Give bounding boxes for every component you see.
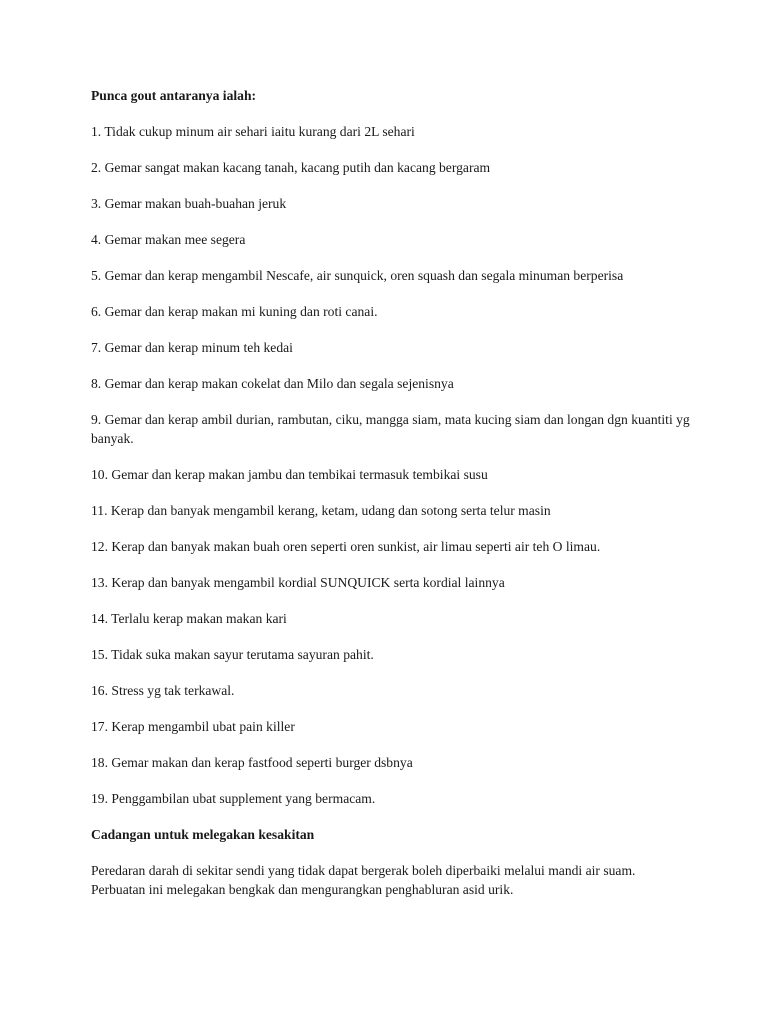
cause-item: 16. Stress yg tak terkawal.: [91, 683, 235, 698]
cause-item: 2. Gemar sangat makan kacang tanah, kacang putih dan kacang bergaram: [91, 160, 491, 175]
cause-item: 14. Terlalu kerap makan makan kari: [91, 611, 287, 626]
cause-item: 4. Gemar makan mee segera: [91, 232, 246, 247]
cause-item: 8. Gemar dan kerap makan cokelat dan Milo dan segala sejenisnya: [91, 376, 454, 391]
cause-item: 3. Gemar makan buah-buahan jeruk: [91, 196, 287, 211]
section-heading-causes: Punca gout antaranya ialah:: [91, 88, 257, 103]
causes-list: [91, 122, 691, 808]
document-body: [91, 86, 691, 899]
cause-item: 19. Penggambilan ubat supplement yang bermacam.: [91, 791, 376, 806]
section-heading-relief: Cadangan untuk melegakan kesakitan: [91, 827, 315, 842]
cause-item: 11. Kerap dan banyak mengambil kerang, ketam, udang dan sotong serta telur masin: [91, 503, 551, 518]
cause-item: 15. Tidak suka makan sayur terutama sayuran pahit.: [91, 647, 374, 662]
cause-item: 5. Gemar dan kerap mengambil Nescafe, air sunquick, oren squash dan segala minuman berperisa: [91, 268, 624, 283]
cause-item: 6. Gemar dan kerap makan mi kuning dan roti canai.: [91, 304, 378, 319]
cause-item: 7. Gemar dan kerap minum teh kedai: [91, 340, 293, 355]
cause-item: 17. Kerap mengambil ubat pain killer: [91, 719, 295, 734]
cause-item: 1. Tidak cukup minum air sehari iaitu kurang dari 2L sehari: [91, 124, 415, 139]
cause-item: 12. Kerap dan banyak makan buah oren seperti oren sunkist, air limau seperti air teh O limau.: [91, 539, 601, 554]
cause-item: 18. Gemar makan dan kerap fastfood seperti burger dsbnya: [91, 755, 413, 770]
cause-item: 9. Gemar dan kerap ambil durian, rambutan, ciku, mangga siam, mata kucing siam dan longan dgn kuantiti yg banyak.: [91, 412, 690, 446]
cause-item: 10. Gemar dan kerap makan jambu dan tembikai termasuk tembikai susu: [91, 467, 488, 482]
relief-paragraph: Peredaran darah di sekitar sendi yang tidak dapat bergerak boleh diperbaiki melalui mandi air suam. Perbuatan ini melegakan bengkak dan mengurangkan penghabluran asid urik.: [91, 863, 636, 897]
cause-item: 13. Kerap dan banyak mengambil kordial SUNQUICK serta kordial lainnya: [91, 575, 505, 590]
